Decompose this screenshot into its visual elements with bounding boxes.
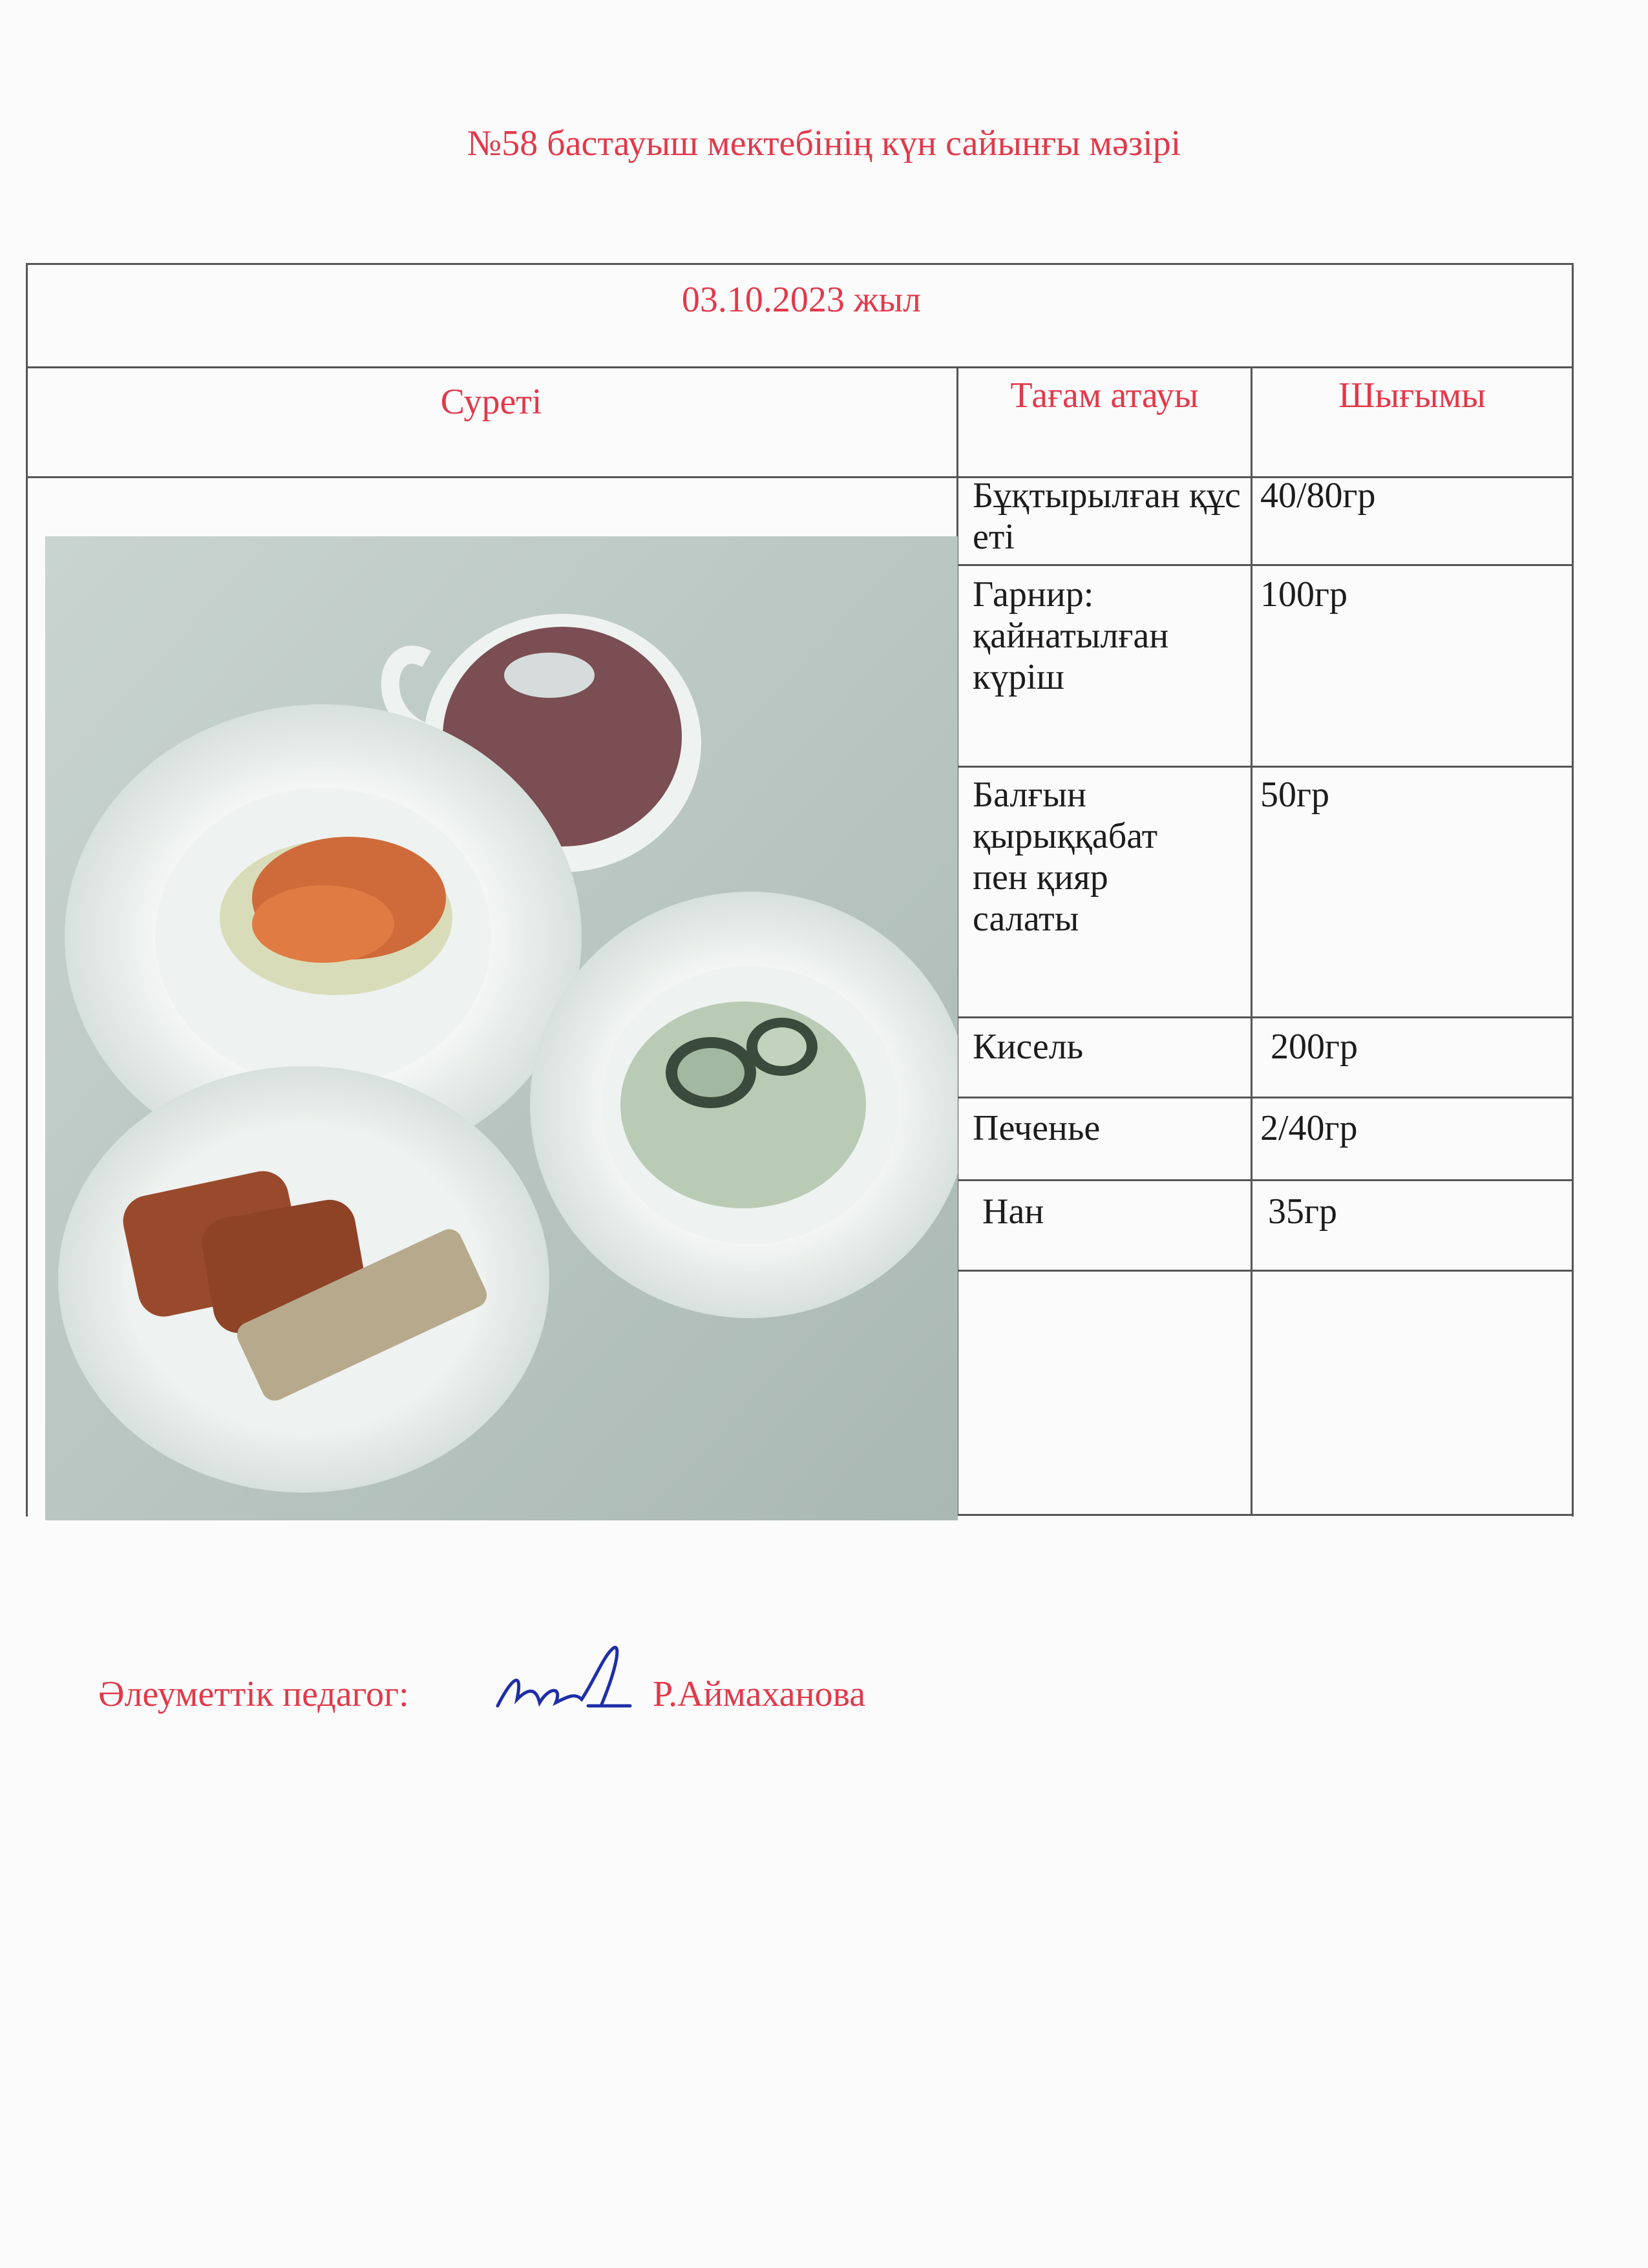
table-row-divider [956, 1097, 1574, 1098]
dish-yield: 40/80гр [1260, 476, 1376, 516]
table-row-divider [956, 1270, 1574, 1272]
dish-yield: 100гр [1260, 574, 1347, 614]
table-border-left [26, 263, 28, 1517]
table-row-divider [956, 564, 1574, 566]
dish-yield: 50гр [1260, 775, 1329, 815]
table-border-top [26, 263, 1573, 265]
meal-photo [45, 536, 958, 1520]
dish-yield: 35гр [1268, 1192, 1337, 1232]
dish-yield: 200гр [1271, 1027, 1358, 1067]
footer-role: Әлеуметтік педагог: [98, 1674, 409, 1714]
bread-cookie-plate [58, 1066, 549, 1493]
dish-name: Нан [982, 1192, 1044, 1232]
page-title: №58 бастауыш мектебінің күн сайынғы мәзірі [467, 123, 1181, 163]
header-dish-name: Тағам атауы [1010, 375, 1199, 415]
header-photo: Суреті [440, 382, 542, 422]
dish-name: Балғын қырыққабат пен қияр салаты [973, 775, 1158, 939]
dish-name: Бұқтырылған құс еті [973, 476, 1241, 557]
table-row-divider [956, 1016, 1574, 1018]
dish-name: Гарнир: қайнатылған күріш [973, 574, 1169, 697]
table-border-bottom [956, 1514, 1574, 1516]
dish-name: Кисель [973, 1027, 1084, 1067]
table-col-divider-2 [1251, 366, 1252, 1515]
table-row-divider [956, 1179, 1574, 1181]
header-yield: Шығымы [1338, 375, 1486, 415]
menu-date: 03.10.2023 жыл [681, 280, 922, 320]
dish-yield: 2/40гр [1260, 1108, 1358, 1148]
table-date-divider [26, 366, 1573, 368]
footer-name: Р.Аймаханова [653, 1674, 866, 1714]
cabbage-salad-plate [530, 892, 958, 1318]
table-border-right [1572, 263, 1574, 1517]
dish-name: Печенье [973, 1108, 1101, 1148]
table-row-divider [956, 766, 1574, 768]
signature [491, 1641, 633, 1725]
